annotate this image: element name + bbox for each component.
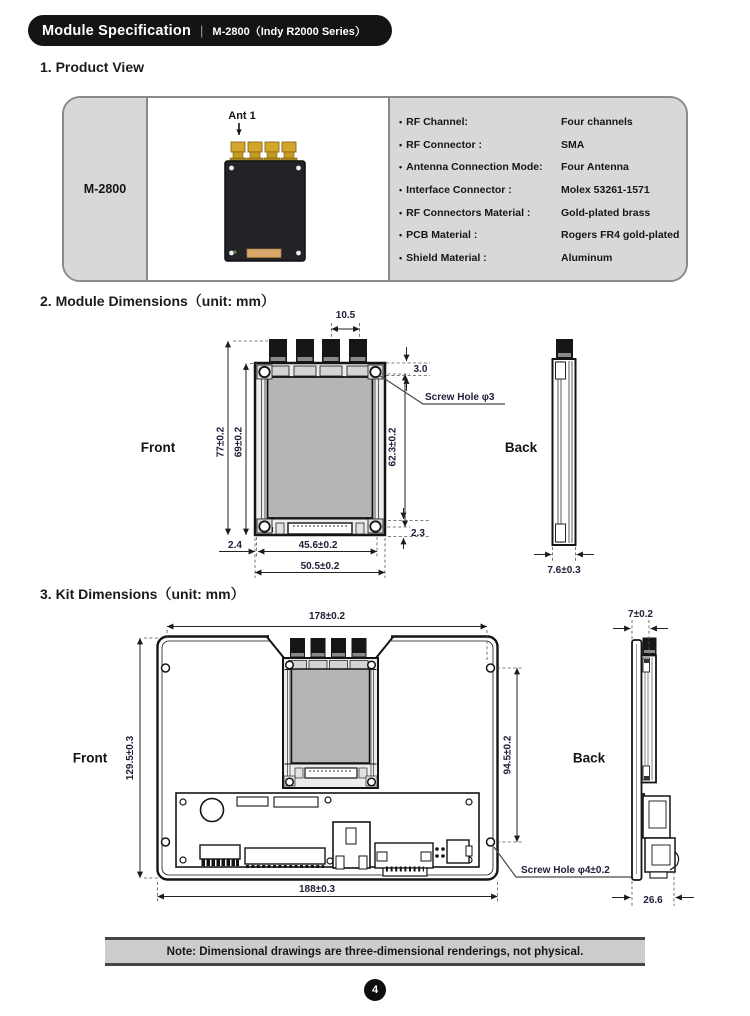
sma-connectors-gold <box>230 142 297 162</box>
bullet-icon: • <box>399 230 403 241</box>
db9-connector <box>375 843 433 876</box>
dim-kit-panel-thickness: 7±0.2 <box>628 609 653 620</box>
dim-connector-pitch: 10.5 <box>335 310 356 321</box>
spec-value: Four channels <box>561 116 633 129</box>
dim-thickness: 7.6±0.3 <box>547 565 581 576</box>
page-header <box>28 15 392 46</box>
kit-back-view <box>573 609 694 906</box>
spec-row <box>399 111 686 134</box>
spec-row <box>399 156 686 179</box>
kit-mounted-module <box>283 638 378 788</box>
kit-dimensions-heading: 3. Kit Dimensions（unit: mm） <box>40 586 245 602</box>
dim-body-height: 69±0.2 <box>233 426 245 458</box>
bullet-icon: • <box>399 207 403 218</box>
product-model-cell: M-2800 <box>64 98 148 280</box>
dim-kit-overall-height: 129.5±0.3 <box>125 735 136 781</box>
screw-hole-callout: Screw Hole φ3 <box>425 392 495 403</box>
spec-row <box>399 179 686 202</box>
spec-label: Antenna Connection Mode: <box>406 161 543 174</box>
back-view-label: Back <box>504 440 538 455</box>
product-view-heading: 1. Product View <box>40 59 144 75</box>
dim-overall-height: 77±0.2 <box>215 426 227 458</box>
spec-value: Four Antenna <box>561 161 629 174</box>
kit-front-view <box>158 631 498 880</box>
header-model: M-2800（Indy R2000 Series） <box>212 25 366 38</box>
screw-hole <box>370 521 380 531</box>
kit-screw-hole <box>162 664 170 672</box>
module-front-shield <box>268 377 373 518</box>
module-front-view <box>255 339 385 535</box>
module-dimensions-drawing <box>0 300 750 588</box>
spec-label: RF Channel: <box>406 116 468 129</box>
kit-screw-hole-callout: Screw Hole φ4±0.2 <box>521 865 610 876</box>
header-separator: | <box>200 23 204 38</box>
bullet-icon: • <box>399 117 403 128</box>
spec-row <box>399 247 686 270</box>
kit-front-view-label: Front <box>72 750 108 766</box>
product-spec-list <box>388 98 686 280</box>
spec-value: Rogers FR4 gold-plated <box>561 229 680 242</box>
dim-kit-hole-span-height: 94.5±0.2 <box>502 735 514 775</box>
dim-kit-overall-width: 188±0.3 <box>298 884 336 895</box>
power-jack <box>447 840 472 863</box>
spec-value: Aluminum <box>561 251 613 264</box>
antenna-label: Ant 1 <box>228 110 256 122</box>
kit-dimensions-drawing <box>0 596 750 916</box>
dim-left-offset: 2.4 <box>228 540 242 551</box>
dim-hole-span-width: 45.6±0.2 <box>298 540 338 551</box>
pin-header <box>245 848 325 867</box>
module-front-connectors <box>269 339 367 364</box>
screw-hole <box>259 367 269 377</box>
spec-value: SMA <box>561 138 585 151</box>
rj45-jack <box>333 822 370 869</box>
dim-bottom-offset: 2.3 <box>411 528 425 539</box>
dim-overall-width: 50.5±0.2 <box>300 561 340 572</box>
module-back-view <box>505 339 594 576</box>
kit-screw-hole <box>487 838 495 846</box>
note-text: Note: Dimensional drawings are three-dimensional renderings, not physical. <box>166 945 584 958</box>
note-bar <box>105 937 645 966</box>
spec-label: RF Connectors Material : <box>406 206 531 219</box>
kit-back-view-label: Back <box>572 750 606 766</box>
bullet-icon: • <box>399 139 403 150</box>
kit-screw-hole <box>162 838 170 846</box>
bullet-icon: • <box>399 252 403 263</box>
page-number-badge <box>364 979 386 1001</box>
dim-kit-hole-span-width: 178±0.2 <box>308 611 346 622</box>
product-photo <box>146 97 389 281</box>
module-body-photo <box>225 161 305 261</box>
front-view-label: Front <box>140 440 176 455</box>
spec-row <box>399 134 686 157</box>
dim-top-offset: 3.0 <box>413 364 428 375</box>
header-title: Module Specification <box>42 22 192 39</box>
interface-connector-front <box>288 523 352 534</box>
spec-row <box>399 201 686 224</box>
kit-screw-hole <box>487 664 495 672</box>
module-dimensions-heading: 2. Module Dimensions（unit: mm） <box>40 293 275 309</box>
spec-value: Molex 53261-1571 <box>561 184 650 197</box>
kit-interface-board <box>176 793 479 876</box>
spec-label: PCB Material : <box>406 229 478 242</box>
bullet-icon: • <box>399 162 403 173</box>
screw-hole <box>259 521 269 531</box>
buzzer <box>201 799 224 822</box>
spec-label: RF Connector : <box>406 138 482 151</box>
dim-kit-overall-depth: 26.6 <box>643 895 663 906</box>
page-number: 4 <box>371 984 379 996</box>
spec-value: Gold-plated brass <box>561 206 651 219</box>
dim-hole-span-height: 62.3±0.2 <box>387 427 399 467</box>
bullet-icon: • <box>399 185 403 196</box>
spec-row <box>399 224 686 247</box>
spec-label: Shield Material : <box>406 251 487 264</box>
spec-label: Interface Connector : <box>406 184 512 197</box>
kit-back-connectors <box>642 793 679 878</box>
